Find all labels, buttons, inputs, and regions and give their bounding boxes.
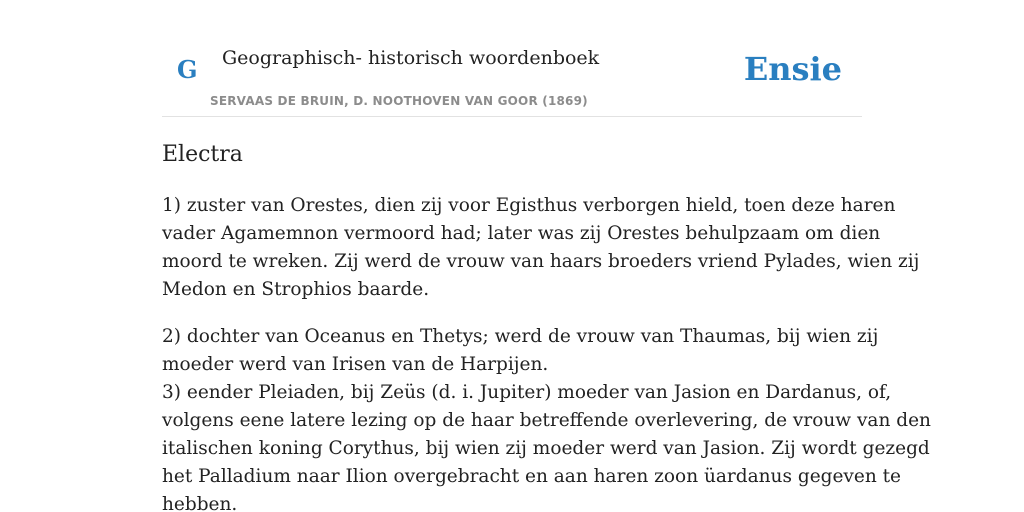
entry-text-line: 1) zuster van Orestes, dien zij voor Egisthus verborgen hield, toen deze haren — [162, 195, 896, 216]
entry-text-line: vader Agamemnon vermoord had; later was zij Orestes behulpzaam om dien — [162, 223, 881, 244]
entry-text-line: volgens eene latere lezing op de haar betreffende overlevering, de vrouw van den — [162, 410, 931, 431]
entry-text-line: hebben. — [162, 494, 238, 512]
entry-text-line: 2) dochter van Oceanus en Thetys; werd de vrouw van Thaumas, bij wien zij — [162, 326, 879, 347]
book-title[interactable]: Geographisch- historisch woordenboek — [222, 47, 600, 69]
book-logo-icon[interactable]: G — [177, 55, 198, 84]
entry-text-line: Medon en Strophios baarde. — [162, 279, 430, 300]
entry-paragraph — [162, 192, 920, 304]
entry-text-line: 3) eender Pleiaden, bij Zeüs (d. i. Jupiter) moeder van Jasion en Dardanus, of, — [162, 382, 892, 403]
entry-text-line: italischen koning Corythus, bij wien zij moeder werd van Jasion. Zij wordt gezegd — [162, 438, 930, 459]
brand-logo[interactable]: Ensie — [743, 50, 842, 88]
entry-body — [162, 192, 931, 512]
entry-text-line: moeder werd van Irisen van de Harpijen. — [162, 354, 549, 375]
entry-text-line: moord te wreken. Zij werd de vrouw van haars broeders vriend Pylades, wien zij — [162, 251, 920, 272]
page-header — [162, 0, 862, 117]
book-authors: SERVAAS DE BRUIN, D. NOOTHOVEN VAN GOOR (1869) — [210, 94, 588, 108]
entry-text-line: het Palladium naar Ilion overgebracht en aan haren zoon üardanus gegeven te — [162, 466, 902, 487]
entry-paragraph — [162, 323, 931, 512]
entry-title: Electra — [162, 142, 243, 167]
